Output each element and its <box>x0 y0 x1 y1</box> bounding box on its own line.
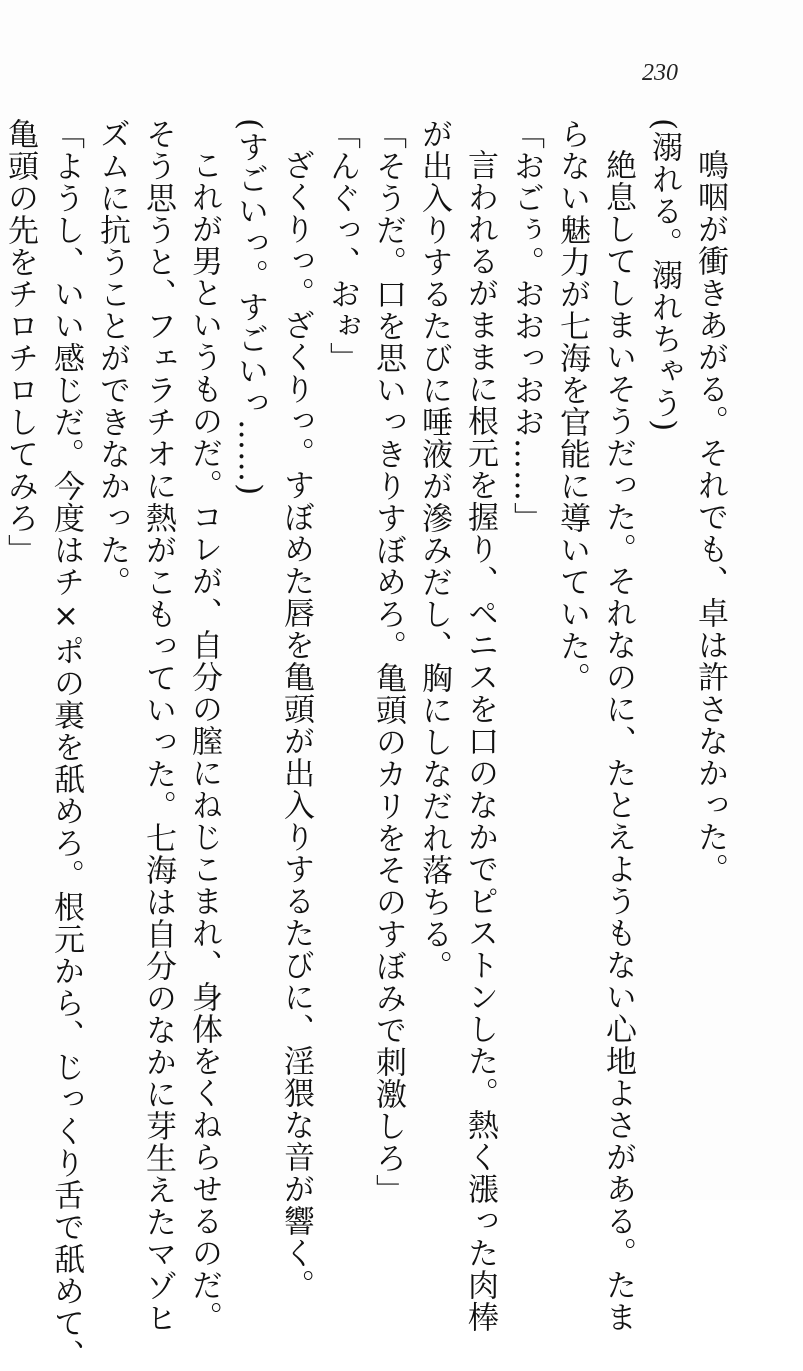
page-number: 230 <box>642 60 678 86</box>
text-line: 「んぐっ、おぉ」 <box>324 118 360 374</box>
text-line: 「ようし、いい感じだ。今度はチ×ポの裏を舐めろ。根元から、じっくり舌で舐めて、 <box>48 118 84 1371</box>
text-line: 「そうだ。口を思いっきりすぼめろ。亀頭のカリをそのすぼみで刺激しろ」 <box>370 118 406 1206</box>
body-text <box>0 118 733 1371</box>
text-line: らない魅力が七海を官能に導いていた。 <box>554 118 590 694</box>
text-line: 絶息してしまいそうだった。それなのに、たとえようもない心地よさがある。たま <box>600 149 636 1333</box>
text-line: (溺れる。溺れちゃう) <box>646 118 682 433</box>
text-line: 亀頭の先をチロチロしてみろ」 <box>2 118 38 566</box>
text-line: が出入りするたびに唾液が滲みだし、胸にしなだれ落ちる。 <box>416 118 452 982</box>
text-line: そう思うと、フェラチオに熱がこもっていった。七海は自分のなかに芽生えたマゾヒ <box>140 118 176 1334</box>
text-line: 鳴咽が衝きあがる。それでも、卓は許さなかった。 <box>692 149 728 885</box>
text-line: ズムに抗うことができなかった。 <box>94 118 130 598</box>
text-line: 言われるがままに根元を握り、ペニスを口のなかでピストンした。熱く漲った肉棒 <box>462 149 498 1333</box>
text-line: ざくりっ。ざくりっ。すぼめた唇を亀頭が出入りするたびに、淫猥な音が響く。 <box>278 149 314 1301</box>
text-line: これが男というものだ。コレが、自分の膣にねじこまれ、身体をくねらせるのだ。 <box>186 149 222 1333</box>
text-line: (すごいっ。すごいっ……) <box>232 118 268 497</box>
text-line: 「おごぅ。おおっおお……」 <box>508 118 544 534</box>
